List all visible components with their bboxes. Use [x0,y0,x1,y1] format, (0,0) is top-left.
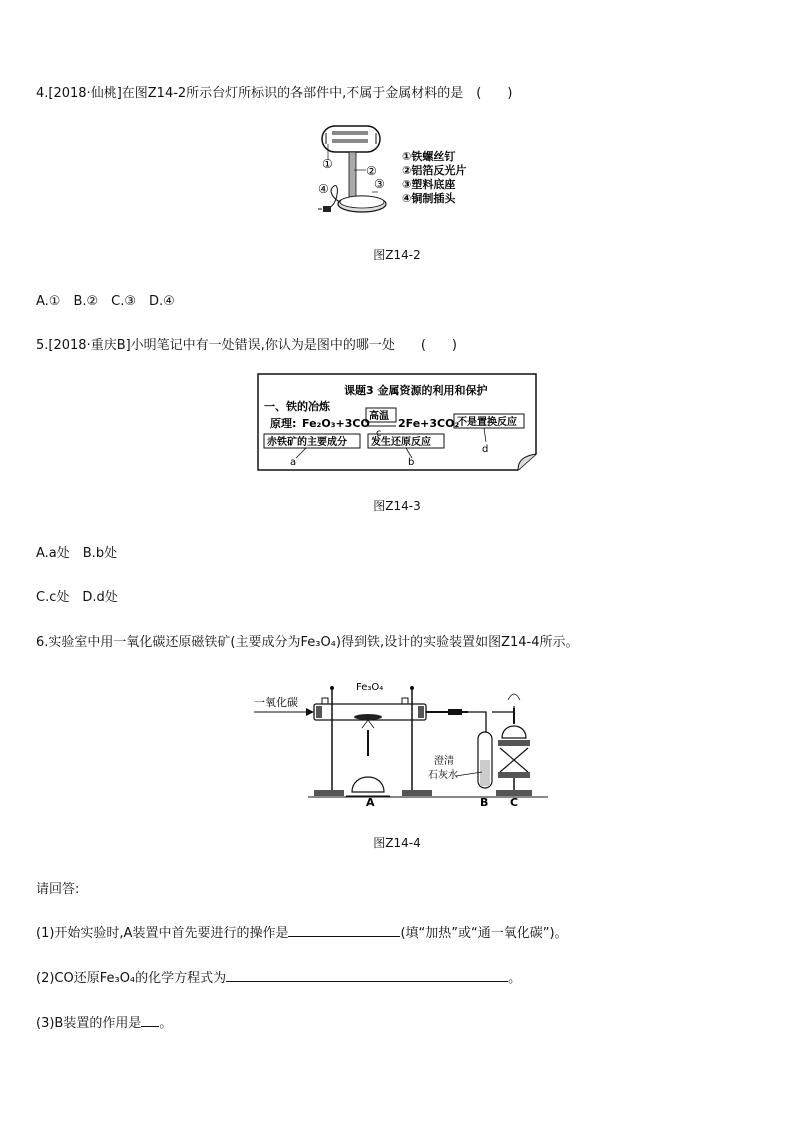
note-label-c: c [376,428,382,439]
sub-question-1 [36,922,568,941]
sub-question-2-end: 。 [508,971,522,986]
answer-blank-3[interactable] [141,1014,159,1027]
question-6-prompt: 请回答: [36,882,80,897]
figure-caption-z14-4: 图Z14-4 [373,836,421,850]
label-a: A [366,796,375,809]
answer-blank-2[interactable] [226,969,508,982]
sub-question-2-text: (2)CO还原Fe₃O₄的化学方程式为 [36,971,227,986]
legend-item-3: ③塑料底座 [402,178,456,191]
marker-4: ④ [318,182,329,196]
sub-question-3 [36,1012,172,1031]
question-5-options-ab: A.a处 B.b处 [36,546,118,561]
marker-3: ③ [374,177,385,191]
note-box-a: 赤铁矿的主要成分 [267,437,347,448]
legend-item-4: ④铜制插头 [402,192,456,205]
gas-label: 一氧化碳 [254,696,298,709]
oxide-powder-icon [354,714,382,720]
question-6-stem: 6.实验室中用一氧化碳还原磁铁矿(主要成分为Fe₃O₄)得到铁,设计的实验装置如图Z14-4所示。 [36,635,579,650]
label-c: C [510,796,519,809]
figure-caption-z14-3: 图Z14-3 [373,499,421,513]
legend-item-1: ①铁螺丝钉 [402,150,456,163]
plug-icon [323,206,331,212]
alcohol-lamp-icon [352,777,384,792]
water-label-1: 澄清 [434,756,454,767]
burner-c-icon [502,726,526,738]
note-box-d: 不是置换反应 [457,417,517,428]
note-box-b: 发生还原反应 [371,437,431,448]
note-products: 2Fe+3CO₂ [398,417,460,430]
apparatus-figure [252,668,554,810]
desk-lamp-figure [310,120,480,222]
marker-1: ① [322,157,333,171]
study-note-figure [256,372,540,474]
sub-question-3-text: (3)B装置的作用是 [36,1016,142,1031]
water-label-2: 石灰水 [428,770,458,781]
marker-2: ② [366,164,377,178]
lamp-pole-icon [349,152,356,200]
answer-blank-1[interactable] [288,924,400,937]
note-condition: 高温 [369,411,389,422]
question-5-stem: 5.[2018·重庆B]小明笔记中有一处错误,你认为是图中的哪一处 ( ) [36,338,457,353]
sub-question-1-text: (1)开始实验时,A装置中首先要进行的操作是 [36,926,289,941]
note-principle-label: 原理: [270,417,297,430]
question-5-options-cd: C.c处 D.d处 [36,590,118,605]
note-section: 一、铁的冶炼 [264,400,330,413]
sub-question-2 [36,967,521,986]
label-b: B [480,796,489,809]
question-4-options: A.① B.② C.③ D.④ [36,294,175,309]
lab-jack-icon [500,748,528,772]
note-label-d: d [482,444,489,455]
sub-question-3-end: 。 [159,1016,173,1031]
stand-base-icon [314,790,344,796]
note-label-b: b [408,457,415,468]
note-label-a: a [290,457,297,468]
sub-question-1-hint: (填“加热”或“通一氧化碳”)。 [400,926,568,941]
figure-caption-z14-2: 图Z14-2 [373,248,421,262]
oxide-label: Fe₃O₄ [356,682,384,693]
note-reactants: Fe₂O₃+3CO [302,417,370,430]
question-4-stem: 4.[2018·仙桃]在图Z14-2所示台灯所标识的各部件中,不属于金属材料的是 ( ) [36,86,513,101]
legend-item-2: ②铝箔反光片 [402,164,467,177]
note-title: 课题3 金属资源的利用和保护 [344,384,488,397]
